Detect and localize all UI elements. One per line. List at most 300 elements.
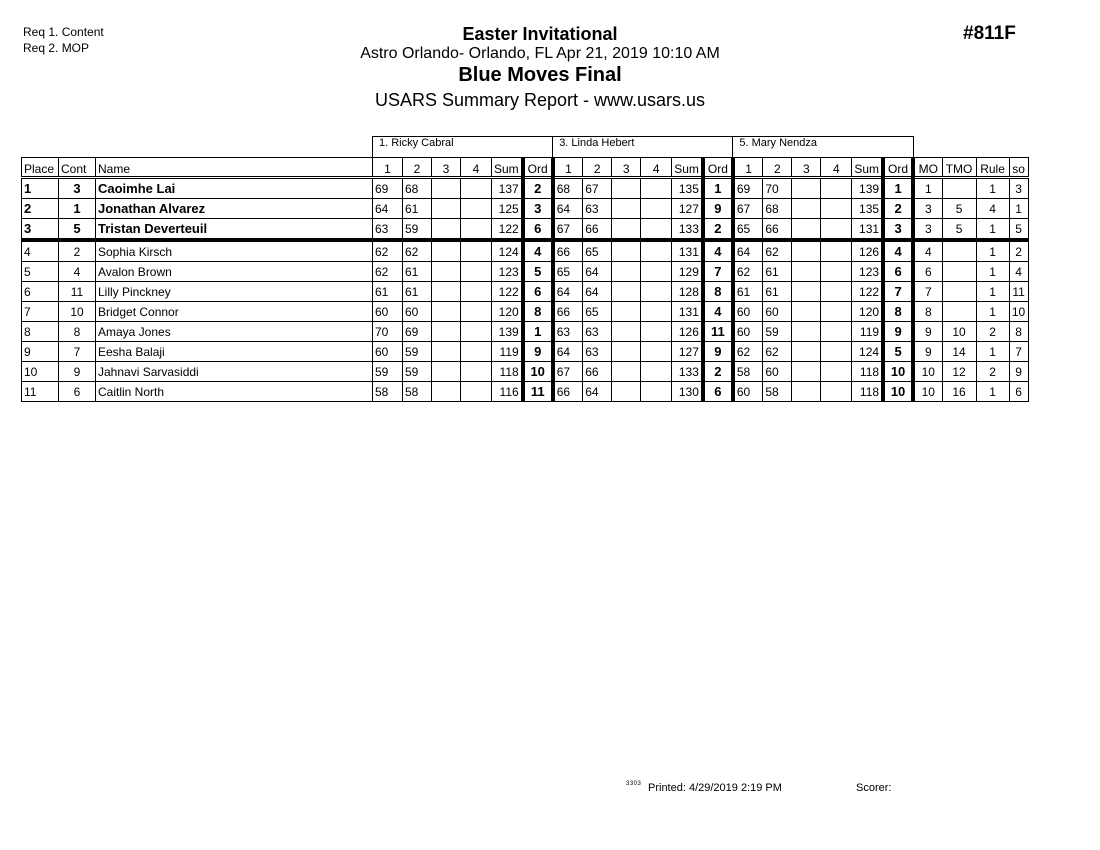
judge1-sum-cell: 122 (492, 219, 523, 241)
judge1-score1-cell: 62 (373, 262, 403, 282)
judge1-score1-cell: 60 (373, 302, 403, 322)
column-header-row (22, 158, 1029, 178)
judge2-score4-cell (641, 282, 672, 302)
contestant-number-cell: 6 (59, 382, 96, 402)
judge2-sum-cell: 129 (672, 262, 703, 282)
judge3-score3-cell (792, 219, 821, 241)
judge1-score2-cell: 60 (403, 302, 432, 322)
judge1-score4-cell (461, 178, 492, 199)
judge2-score1-cell: 68 (553, 178, 583, 199)
judge2-sum-cell: 130 (672, 382, 703, 402)
mo-cell: 8 (913, 302, 942, 322)
judge2-ordinal-cell: 9 (703, 342, 733, 362)
judge1-score4-cell (461, 199, 492, 219)
judge3-score2-cell: 60 (763, 302, 792, 322)
judge1-score1-cell: 69 (373, 178, 403, 199)
judge3-ordinal-cell: 5 (883, 342, 913, 362)
so-cell: 9 (1009, 362, 1028, 382)
rule-cell: 1 (976, 178, 1009, 199)
judge3-sum-cell: 122 (852, 282, 883, 302)
judge3-score2-cell: 62 (763, 342, 792, 362)
judge2-score2-cell: 63 (583, 342, 612, 362)
rule-cell: 2 (976, 362, 1009, 382)
col-header-judge1-sum: Sum (492, 158, 523, 178)
judge3-ordinal-cell: 9 (883, 322, 913, 342)
judge2-score2-cell: 66 (583, 362, 612, 382)
judge2-score3-cell (612, 282, 641, 302)
table-row (22, 342, 1029, 362)
judge2-ordinal-cell: 6 (703, 382, 733, 402)
contestant-number-cell: 7 (59, 342, 96, 362)
so-cell: 11 (1009, 282, 1028, 302)
judge2-score4-cell (641, 178, 672, 199)
judge2-score2-cell: 65 (583, 240, 612, 262)
col-header-judge3-ord: Ord (883, 158, 913, 178)
judge3-ordinal-cell: 10 (883, 362, 913, 382)
judge1-ordinal-cell: 3 (523, 199, 553, 219)
mo-cell: 10 (913, 382, 942, 402)
judge2-score1-cell: 64 (553, 199, 583, 219)
col-header-judge3-2: 2 (763, 158, 792, 178)
judge1-sum-cell: 125 (492, 199, 523, 219)
judge1-score1-cell: 63 (373, 219, 403, 241)
judge1-sum-cell: 139 (492, 322, 523, 342)
judge3-score1-cell: 60 (733, 382, 763, 402)
mo-cell: 6 (913, 262, 942, 282)
judge1-ordinal-cell: 6 (523, 219, 553, 241)
col-header-judge1-4: 4 (461, 158, 492, 178)
judge3-score3-cell (792, 240, 821, 262)
judge1-sum-cell: 122 (492, 282, 523, 302)
mo-cell: 9 (913, 322, 942, 342)
judge3-score1-cell: 60 (733, 322, 763, 342)
contestant-number-cell: 10 (59, 302, 96, 322)
skater-name-cell: Jonathan Alvarez (96, 199, 373, 219)
col-header-judge1-ord: Ord (523, 158, 553, 178)
mo-cell: 4 (913, 240, 942, 262)
so-cell: 2 (1009, 240, 1028, 262)
judge1-score2-cell: 62 (403, 240, 432, 262)
tmo-cell: 12 (942, 362, 976, 382)
judge3-score4-cell (821, 282, 852, 302)
judge3-score3-cell (792, 262, 821, 282)
col-header-cont: Cont (59, 158, 96, 178)
place-cell: 7 (22, 302, 59, 322)
judge2-score2-cell: 64 (583, 282, 612, 302)
rule-cell: 1 (976, 342, 1009, 362)
judge2-score4-cell (641, 382, 672, 402)
skater-name-cell: Tristan Deverteuil (96, 219, 373, 241)
judge3-sum-cell: 123 (852, 262, 883, 282)
judge2-sum-cell: 133 (672, 219, 703, 241)
col-header-judge3-sum: Sum (852, 158, 883, 178)
judge3-ordinal-cell: 2 (883, 199, 913, 219)
judge3-score3-cell (792, 342, 821, 362)
judge1-score3-cell (432, 302, 461, 322)
judge1-score4-cell (461, 262, 492, 282)
judge2-ordinal-cell: 4 (703, 240, 733, 262)
judge1-score1-cell: 64 (373, 199, 403, 219)
judge1-sum-cell: 120 (492, 302, 523, 322)
judge2-ordinal-cell: 11 (703, 322, 733, 342)
rule-cell: 1 (976, 219, 1009, 241)
judge2-score4-cell (641, 302, 672, 322)
col-header-so: so (1009, 158, 1028, 178)
judge3-score4-cell (821, 342, 852, 362)
judge3-sum-cell: 139 (852, 178, 883, 199)
judge3-ordinal-cell: 3 (883, 219, 913, 241)
judge1-score2-cell: 69 (403, 322, 432, 342)
judge2-sum-cell: 128 (672, 282, 703, 302)
judge2-score3-cell (612, 382, 641, 402)
col-header-judge3-3: 3 (792, 158, 821, 178)
judge1-sum-cell: 119 (492, 342, 523, 362)
col-header-judge2-4: 4 (641, 158, 672, 178)
judge1-ordinal-cell: 6 (523, 282, 553, 302)
judge2-sum-cell: 133 (672, 362, 703, 382)
judge3-score2-cell: 68 (763, 199, 792, 219)
judge2-score1-cell: 66 (553, 382, 583, 402)
judge1-score2-cell: 61 (403, 199, 432, 219)
judge3-score1-cell: 64 (733, 240, 763, 262)
table-row (22, 240, 1029, 262)
judge1-score2-cell: 59 (403, 219, 432, 241)
judge2-score1-cell: 63 (553, 322, 583, 342)
table-row (22, 178, 1029, 199)
report-title: USARS Summary Report - www.usars.us (374, 90, 706, 110)
judge3-score1-cell: 62 (733, 342, 763, 362)
table-row (22, 199, 1029, 219)
judge2-score1-cell: 66 (553, 302, 583, 322)
judge1-score3-cell (432, 262, 461, 282)
judge2-score4-cell (641, 322, 672, 342)
tmo-cell (942, 282, 976, 302)
results-table (21, 136, 1029, 402)
judge1-score4-cell (461, 240, 492, 262)
col-header-place: Place (22, 158, 59, 178)
so-cell: 5 (1009, 219, 1028, 241)
judge1-sum-cell: 124 (492, 240, 523, 262)
mo-cell: 10 (913, 362, 942, 382)
judge1-score2-cell: 59 (403, 342, 432, 362)
place-cell: 9 (22, 342, 59, 362)
col-header-name: Name (96, 158, 373, 178)
judge2-score3-cell (612, 240, 641, 262)
rule-cell: 1 (976, 302, 1009, 322)
judge3-score1-cell: 67 (733, 199, 763, 219)
judge2-ordinal-cell: 2 (703, 362, 733, 382)
col-header-judge2-2: 2 (583, 158, 612, 178)
judge3-score4-cell (821, 240, 852, 262)
tmo-cell: 14 (942, 342, 976, 362)
judge1-score1-cell: 62 (373, 240, 403, 262)
judge2-sum-cell: 126 (672, 322, 703, 342)
judge3-sum-cell: 120 (852, 302, 883, 322)
col-header-rule: Rule (976, 158, 1009, 178)
judge2-sum-cell: 131 (672, 302, 703, 322)
mo-cell: 9 (913, 342, 942, 362)
so-cell: 7 (1009, 342, 1028, 362)
contestant-number-cell: 8 (59, 322, 96, 342)
judge1-score4-cell (461, 282, 492, 302)
so-cell: 6 (1009, 382, 1028, 402)
judge3-ordinal-cell: 6 (883, 262, 913, 282)
skater-name-cell: Lilly Pinckney (96, 282, 373, 302)
judge2-score2-cell: 64 (583, 382, 612, 402)
judge-1-name: 1. Ricky Cabral (373, 137, 553, 158)
judge2-ordinal-cell: 8 (703, 282, 733, 302)
judge2-score3-cell (612, 362, 641, 382)
judge1-score3-cell (432, 219, 461, 241)
judge1-score4-cell (461, 362, 492, 382)
judge1-score3-cell (432, 240, 461, 262)
judge1-score4-cell (461, 219, 492, 241)
tmo-cell (942, 240, 976, 262)
judge2-score2-cell: 66 (583, 219, 612, 241)
skater-name-cell: Eesha Balaji (96, 342, 373, 362)
col-header-mo: MO (913, 158, 942, 178)
judge1-score3-cell (432, 282, 461, 302)
requirement-2: Req 2. MOP (23, 41, 90, 55)
judge3-score2-cell: 58 (763, 382, 792, 402)
judge1-ordinal-cell: 4 (523, 240, 553, 262)
judge1-score3-cell (432, 322, 461, 342)
judge1-score1-cell: 60 (373, 342, 403, 362)
judge3-score2-cell: 61 (763, 282, 792, 302)
judge3-sum-cell: 131 (852, 219, 883, 241)
mo-cell: 7 (913, 282, 942, 302)
place-cell: 1 (22, 178, 59, 199)
judge2-sum-cell: 131 (672, 240, 703, 262)
contestant-number-cell: 9 (59, 362, 96, 382)
judge2-score3-cell (612, 178, 641, 199)
rule-cell: 2 (976, 322, 1009, 342)
judge1-score4-cell (461, 382, 492, 402)
judge3-ordinal-cell: 10 (883, 382, 913, 402)
skater-name-cell: Amaya Jones (96, 322, 373, 342)
judge1-score1-cell: 70 (373, 322, 403, 342)
judge2-score4-cell (641, 199, 672, 219)
col-header-judge2-1: 1 (553, 158, 583, 178)
place-cell: 11 (22, 382, 59, 402)
judge3-score1-cell: 62 (733, 262, 763, 282)
skater-name-cell: Caitlin North (96, 382, 373, 402)
so-cell: 3 (1009, 178, 1028, 199)
col-header-judge1-3: 3 (432, 158, 461, 178)
so-cell: 8 (1009, 322, 1028, 342)
judge1-score1-cell: 58 (373, 382, 403, 402)
judge3-score2-cell: 59 (763, 322, 792, 342)
col-header-judge2-ord: Ord (703, 158, 733, 178)
judge1-ordinal-cell: 10 (523, 362, 553, 382)
table-row (22, 302, 1029, 322)
judge2-ordinal-cell: 7 (703, 262, 733, 282)
tmo-cell: 16 (942, 382, 976, 402)
venue-line: Astro Orlando- Orlando, FL Apr 21, 2019 10:10 AM (360, 45, 720, 62)
judge3-score3-cell (792, 362, 821, 382)
judge1-score3-cell (432, 342, 461, 362)
judge3-score2-cell: 60 (763, 362, 792, 382)
judge3-score1-cell: 60 (733, 302, 763, 322)
judge3-score1-cell: 61 (733, 282, 763, 302)
judge3-score3-cell (792, 382, 821, 402)
judge1-ordinal-cell: 2 (523, 178, 553, 199)
col-header-judge1-1: 1 (373, 158, 403, 178)
rule-cell: 1 (976, 240, 1009, 262)
skater-name-cell: Avalon Brown (96, 262, 373, 282)
judge2-ordinal-cell: 9 (703, 199, 733, 219)
judge3-score4-cell (821, 362, 852, 382)
judge1-ordinal-cell: 1 (523, 322, 553, 342)
table-row (22, 282, 1029, 302)
judge3-score4-cell (821, 178, 852, 199)
judge2-ordinal-cell: 4 (703, 302, 733, 322)
report-code: 3303 (626, 781, 642, 787)
col-header-judge3-1: 1 (733, 158, 763, 178)
judge3-sum-cell: 118 (852, 382, 883, 402)
judge1-score2-cell: 59 (403, 362, 432, 382)
judge3-sum-cell: 118 (852, 362, 883, 382)
place-cell: 2 (22, 199, 59, 219)
judge1-score3-cell (432, 362, 461, 382)
judge-3-name: 5. Mary Nendza (733, 137, 913, 158)
judge1-sum-cell: 116 (492, 382, 523, 402)
so-cell: 10 (1009, 302, 1028, 322)
judge2-score2-cell: 67 (583, 178, 612, 199)
table-row (22, 362, 1029, 382)
judge2-score3-cell (612, 342, 641, 362)
rule-cell: 1 (976, 382, 1009, 402)
rule-cell: 1 (976, 262, 1009, 282)
table-row (22, 382, 1029, 402)
judge1-sum-cell: 137 (492, 178, 523, 199)
judge1-score4-cell (461, 322, 492, 342)
col-header-tmo: TMO (942, 158, 976, 178)
judge3-sum-cell: 119 (852, 322, 883, 342)
contestant-number-cell: 2 (59, 240, 96, 262)
judge1-score2-cell: 68 (403, 178, 432, 199)
judge3-score2-cell: 62 (763, 240, 792, 262)
place-cell: 6 (22, 282, 59, 302)
tmo-cell: 10 (942, 322, 976, 342)
judge3-score1-cell: 69 (733, 178, 763, 199)
judge2-score2-cell: 65 (583, 302, 612, 322)
judge1-sum-cell: 123 (492, 262, 523, 282)
judge1-sum-cell: 118 (492, 362, 523, 382)
place-cell: 5 (22, 262, 59, 282)
judge2-score3-cell (612, 322, 641, 342)
judge1-ordinal-cell: 8 (523, 302, 553, 322)
skater-name-cell: Jahnavi Sarvasiddi (96, 362, 373, 382)
event-name: Blue Moves Final (458, 64, 622, 86)
judge1-score3-cell (432, 199, 461, 219)
judge2-score1-cell: 67 (553, 362, 583, 382)
printed-timestamp: Printed: 4/29/2019 2:19 PM (648, 782, 782, 794)
so-cell: 4 (1009, 262, 1028, 282)
judge3-score3-cell (792, 282, 821, 302)
judge3-sum-cell: 126 (852, 240, 883, 262)
judge3-score3-cell (792, 322, 821, 342)
table-row (22, 219, 1029, 241)
judge2-score4-cell (641, 240, 672, 262)
judge2-score1-cell: 64 (553, 342, 583, 362)
mo-cell: 3 (913, 199, 942, 219)
judge2-score4-cell (641, 219, 672, 241)
mo-cell: 3 (913, 219, 942, 241)
judge1-score2-cell: 58 (403, 382, 432, 402)
judge2-score1-cell: 64 (553, 282, 583, 302)
judge3-ordinal-cell: 7 (883, 282, 913, 302)
tmo-cell (942, 262, 976, 282)
rule-cell: 1 (976, 282, 1009, 302)
table-row (22, 262, 1029, 282)
requirement-1: Req 1. Content (23, 25, 104, 39)
judge1-score4-cell (461, 342, 492, 362)
judge1-score3-cell (432, 382, 461, 402)
judge2-ordinal-cell: 2 (703, 219, 733, 241)
col-header-judge2-sum: Sum (672, 158, 703, 178)
judge3-sum-cell: 124 (852, 342, 883, 362)
judge2-score2-cell: 63 (583, 199, 612, 219)
judge2-score3-cell (612, 262, 641, 282)
judge2-score4-cell (641, 262, 672, 282)
place-cell: 8 (22, 322, 59, 342)
judge1-score1-cell: 61 (373, 282, 403, 302)
scorer-label: Scorer: (856, 782, 892, 794)
judge2-score2-cell: 63 (583, 322, 612, 342)
judge3-ordinal-cell: 1 (883, 178, 913, 199)
judge3-score3-cell (792, 199, 821, 219)
tmo-cell (942, 302, 976, 322)
judge1-ordinal-cell: 5 (523, 262, 553, 282)
judge2-sum-cell: 135 (672, 178, 703, 199)
judge2-score3-cell (612, 199, 641, 219)
place-cell: 4 (22, 240, 59, 262)
event-number: #811F (963, 23, 1016, 44)
judge3-score3-cell (792, 178, 821, 199)
col-header-judge2-3: 3 (612, 158, 641, 178)
so-cell: 1 (1009, 199, 1028, 219)
judge2-score4-cell (641, 362, 672, 382)
judge1-ordinal-cell: 11 (523, 382, 553, 402)
judge2-score2-cell: 64 (583, 262, 612, 282)
judge2-ordinal-cell: 1 (703, 178, 733, 199)
judge2-score3-cell (612, 219, 641, 241)
judge3-score1-cell: 65 (733, 219, 763, 241)
tmo-cell: 5 (942, 199, 976, 219)
skater-name-cell: Bridget Connor (96, 302, 373, 322)
tmo-cell: 5 (942, 219, 976, 241)
skater-name-cell: Sophia Kirsch (96, 240, 373, 262)
judge3-score2-cell: 61 (763, 262, 792, 282)
col-header-judge1-2: 2 (403, 158, 432, 178)
judge1-score4-cell (461, 302, 492, 322)
place-cell: 3 (22, 219, 59, 241)
contestant-number-cell: 3 (59, 178, 96, 199)
judge1-score3-cell (432, 178, 461, 199)
judge2-score1-cell: 65 (553, 262, 583, 282)
col-header-judge3-4: 4 (821, 158, 852, 178)
table-row (22, 322, 1029, 342)
judge-header-row (22, 137, 1029, 158)
judge2-score1-cell: 66 (553, 240, 583, 262)
judge-2-name: 3. Linda Hebert (553, 137, 733, 158)
contestant-number-cell: 5 (59, 219, 96, 241)
event-title: Easter Invitational (462, 24, 618, 44)
contestant-number-cell: 11 (59, 282, 96, 302)
judge1-score1-cell: 59 (373, 362, 403, 382)
judge3-score4-cell (821, 199, 852, 219)
